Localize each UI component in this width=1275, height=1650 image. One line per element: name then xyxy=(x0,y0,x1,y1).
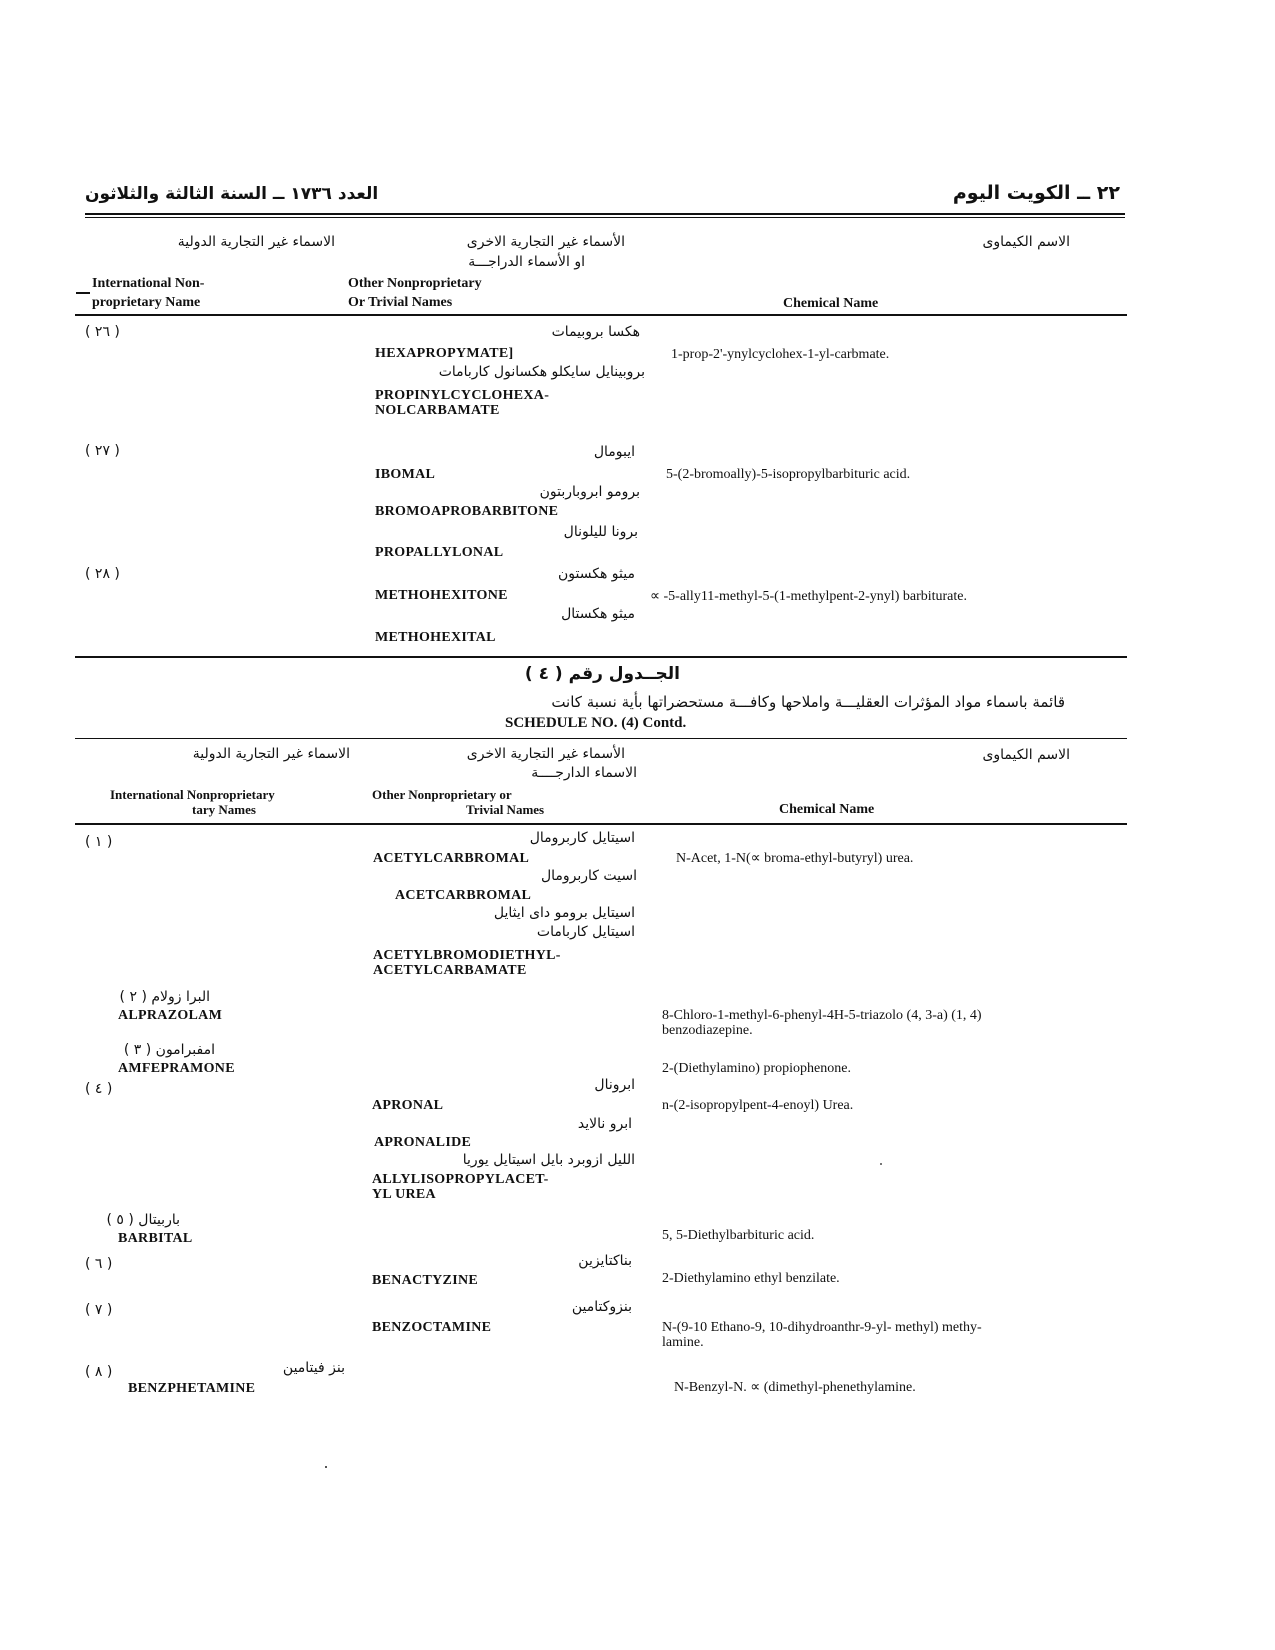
col2-other-ar-1: الأسماء غير التجارية الاخرى xyxy=(466,746,625,762)
row-1-en-3a: ACETYLBROMODIETHYL- xyxy=(373,948,561,963)
row-6-en: BENACTYZINE xyxy=(372,1273,478,1288)
row-28-number: ( ٢٨ ) xyxy=(85,566,120,582)
row-27-chemical: 5-(2-bromoally)-5-isopropylbarbituric acid. xyxy=(666,467,911,482)
row-2-en: ALPRAZOLAM xyxy=(118,1008,223,1023)
row-1-ar-1: اسيتايل كاربرومال xyxy=(529,830,635,846)
header-rule-thin xyxy=(85,217,1125,218)
schedule-title-ar: الجــدول رقم ( ٤ ) xyxy=(524,664,680,684)
row-4-en-3b: YL UREA xyxy=(372,1187,436,1202)
row-27-number: ( ٢٧ ) xyxy=(85,443,120,459)
schedule-subtitle-ar: قائمة باسماء مواد المؤثرات العقليـــة واملاحها وكافـــة مستحضراتها بأية نسبة كانت xyxy=(551,693,1065,711)
row-28-en-2: METHOHEXITAL xyxy=(375,630,496,645)
section-rule xyxy=(75,656,1127,658)
col-other-en-2: Or Trivial Names xyxy=(348,295,453,310)
row-7-chemical-2: lamine. xyxy=(662,1335,704,1350)
row-2-number: ( ٢ ) xyxy=(119,989,147,1005)
col-intl-en-1: International Non- xyxy=(92,276,205,291)
col-chem-ar: الاسم الكيماوى xyxy=(982,234,1070,250)
row-4-number: ( ٤ ) xyxy=(85,1081,113,1097)
row-3-number: ( ٣ ) xyxy=(123,1042,152,1058)
row-8-en: BENZPHETAMINE xyxy=(128,1381,256,1396)
header-page-title: ٢٢ ــ الكويت اليوم xyxy=(952,182,1120,204)
dash-mark xyxy=(76,292,90,294)
schedule-rule xyxy=(75,738,1127,739)
col2-other-ar-2: الاسماء الدارجــــة xyxy=(531,765,637,781)
row-27-ar-3: برونا لليلونال xyxy=(563,524,638,540)
row-2-ar: البرا زولام xyxy=(151,989,210,1005)
col2-intl-en-2: tary Names xyxy=(192,802,256,817)
row-27-en-3: PROPALLYLONAL xyxy=(375,545,504,560)
row-1-en-3b: ACETYLCARBAMATE xyxy=(373,963,527,978)
col2-chem-en: Chemical Name xyxy=(779,802,875,817)
row-3-chemical: 2-(Diethylamino) propiophenone. xyxy=(662,1061,851,1076)
row-2-chemical-1: 8-Chloro-1-methyl-6-phenyl-4H-5-triazolo (4, 3-a) (1, 4) xyxy=(662,1008,982,1023)
scan-speck xyxy=(325,1466,327,1468)
row-1-chemical: N-Acet, 1-N(∝ broma-ethyl-butyryl) urea. xyxy=(676,851,914,866)
row-2-chemical-2: benzodiazepine. xyxy=(662,1023,753,1038)
row-4-en-2: APRONALIDE xyxy=(374,1135,472,1150)
row-8-ar: بنز فيتامين xyxy=(282,1360,345,1376)
row-5-label xyxy=(70,1212,180,1228)
col2-intl-en-1: International Nonproprietary xyxy=(110,787,275,802)
col2-chem-ar: الاسم الكيماوى xyxy=(982,747,1070,763)
row-6-chemical: 2-Diethylamino ethyl benzilate. xyxy=(662,1271,840,1286)
row-6-ar: بناكتايزين xyxy=(578,1253,632,1269)
row-1-en-1: ACETYLCARBROMAL xyxy=(373,851,530,866)
row-4-en-3a: ALLYLISOPROPYLACET- xyxy=(372,1172,549,1187)
row-7-ar: بنزوكتامين xyxy=(571,1299,632,1315)
row-26-ar-1: هكسا بروبيمات xyxy=(551,324,640,340)
header-issue: العدد ١٧٣٦ ــ السنة الثالثة والثلاثون xyxy=(85,184,379,204)
row-4-ar-3: الليل ازوبرد بايل اسيتايل يوريا xyxy=(462,1152,635,1168)
col-intl-en-2: proprietary Name xyxy=(92,295,201,310)
bottom-table-rule xyxy=(75,823,1127,825)
row-7-number: ( ٧ ) xyxy=(85,1302,113,1318)
row-28-ar-1: ميثو هكستون xyxy=(558,566,635,582)
row-8-chemical: N-Benzyl-N. ∝ (dimethyl-phenethylamine. xyxy=(674,1380,916,1395)
row-8-number: ( ٨ ) xyxy=(85,1364,113,1380)
row-1-ar-4: اسيتايل كاربامات xyxy=(536,924,635,940)
row-7-en: BENZOCTAMINE xyxy=(372,1320,492,1335)
row-4-en-1: APRONAL xyxy=(372,1098,444,1113)
row-27-en-2: BROMOAPROBARBITONE xyxy=(375,504,559,519)
col2-other-en-1: Other Nonproprietary or xyxy=(372,787,512,802)
header-rule xyxy=(85,213,1125,215)
col-other-ar-1: الأسماء غير التجارية الاخرى xyxy=(466,234,625,250)
row-26-en-2b: NOLCARBAMATE xyxy=(375,403,500,418)
scan-speck-2 xyxy=(880,1163,882,1165)
row-4-ar-1: ابرونال xyxy=(594,1077,635,1093)
row-4-chemical: n-(2-isopropylpent-4-enoyl) Urea. xyxy=(662,1098,854,1113)
row-1-ar-2: اسيت كاربرومال xyxy=(540,868,637,884)
row-3-label xyxy=(80,1042,215,1058)
col-other-en-1: Other Nonproprietary xyxy=(348,276,482,291)
row-5-chemical: 5, 5-Diethylbarbituric acid. xyxy=(662,1228,815,1243)
col2-other-en-2: Trivial Names xyxy=(466,802,545,817)
row-5-en: BARBITAL xyxy=(118,1231,193,1246)
top-table-rule xyxy=(75,314,1127,316)
row-26-chemical: 1-prop-2'-ynylcyclohex-1-yl-carbmate. xyxy=(671,347,890,362)
col-intl-ar: الاسماء غير التجارية الدولية xyxy=(177,234,335,250)
col-chem-en: Chemical Name xyxy=(783,296,879,311)
row-4-ar-2: ابرو نالايد xyxy=(577,1116,632,1132)
row-5-ar: باربيتال xyxy=(138,1212,180,1228)
col-other-ar-2: او الأسماء الدراجـــة xyxy=(468,254,585,270)
row-2-label xyxy=(80,989,210,1005)
row-6-number: ( ٦ ) xyxy=(85,1256,113,1272)
row-3-en: AMFEPRAMONE xyxy=(118,1061,235,1076)
row-28-ar-2: ميثو هكستال xyxy=(561,606,635,622)
row-27-en-1: IBOMAL xyxy=(375,467,436,482)
row-1-ar-3: اسيتايل برومو داى ايثايل xyxy=(493,905,635,921)
row-5-number: ( ٥ ) xyxy=(106,1212,134,1228)
row-27-ar-2: برومو ابروباربتون xyxy=(539,484,640,500)
row-1-en-2: ACETCARBROMAL xyxy=(395,888,532,903)
row-3-ar: امفبرامون xyxy=(155,1042,215,1058)
row-28-chemical: ∝ -5-ally11-methyl-5-(1-methylpent-2-ynyl) barbiturate. xyxy=(650,589,967,604)
schedule-title-en: SCHEDULE NO. (4) Contd. xyxy=(505,715,687,731)
row-28-en-1: METHOHEXITONE xyxy=(375,588,508,603)
row-26-en-1: HEXAPROPYMATE] xyxy=(375,346,514,361)
row-1-number: ( ١ ) xyxy=(85,834,113,850)
row-26-number: ( ٢٦ ) xyxy=(85,324,120,340)
row-27-ar-1: ايبومال xyxy=(593,444,635,460)
row-26-ar-2: بروبينايل سايكلو هكسانول كاربامات xyxy=(438,364,645,380)
row-7-chemical-1: N-(9-10 Ethano-9, 10-dihydroanthr-9-yl- methyl) methy- xyxy=(662,1320,982,1335)
row-26-en-2a: PROPINYLCYCLOHEXA- xyxy=(375,388,550,403)
col2-intl-ar: الاسماء غير التجارية الدولية xyxy=(192,746,350,762)
